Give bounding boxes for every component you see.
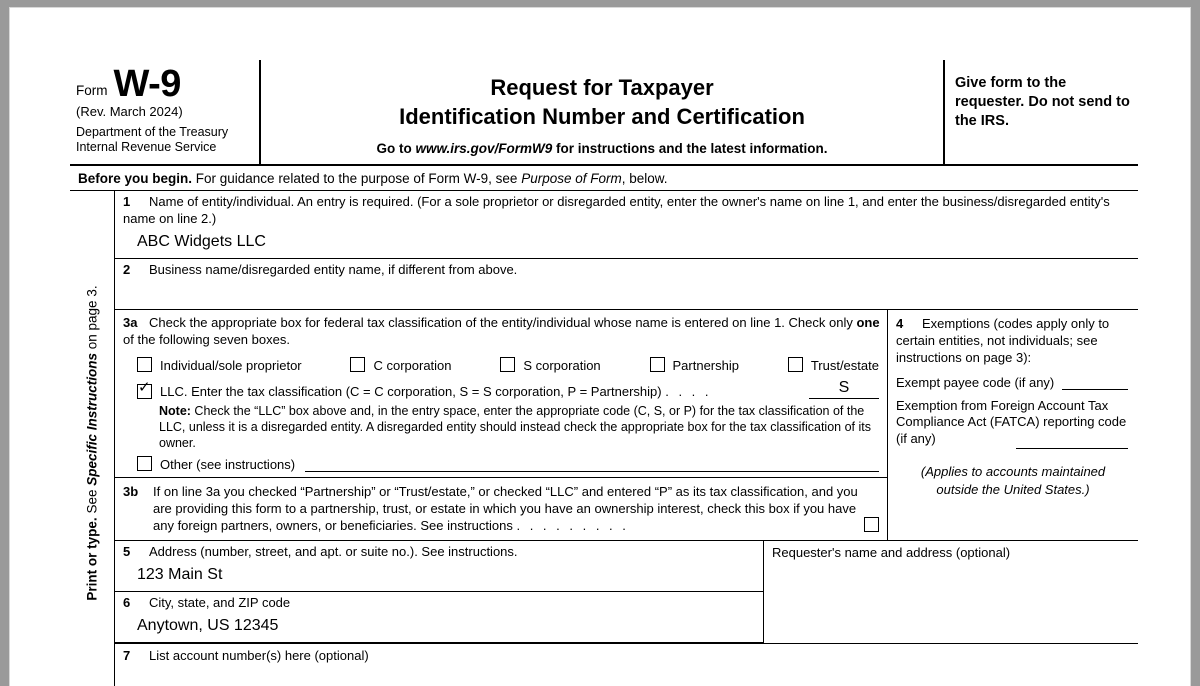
line-6-label: City, state, and ZIP code: [149, 595, 291, 611]
line-3b-dot-leader: . . . . . . . . .: [516, 518, 629, 534]
line-4-column: [888, 310, 1138, 541]
form-identity-block: [70, 60, 261, 164]
llc-note: [115, 401, 887, 454]
before-you-begin-bold: Before you begin.: [78, 171, 193, 187]
line-5-number: 5: [123, 544, 131, 560]
line-5-row: [115, 541, 763, 592]
line-3a-label-a: Check the appropriate box for federal tax classification of the entity/individual whose name is entered on line 1. Check only: [149, 314, 857, 330]
purpose-of-form-ref: Purpose of Form: [521, 171, 622, 187]
llc-tax-classification-input[interactable]: S: [809, 379, 879, 399]
form-revision: (Rev. March 2024): [76, 104, 183, 120]
line-3-column: [115, 310, 888, 541]
option-other[interactable]: [115, 454, 887, 477]
goto-suffix: for instructions and the latest information.: [552, 141, 828, 157]
line-4-number: 4: [896, 315, 904, 331]
applies-note: [888, 449, 1138, 502]
requester-block[interactable]: [764, 541, 1138, 643]
label-llc: LLC. Enter the tax classification (C = C corporation, S = S corporation, P = Partnership): [160, 383, 662, 399]
line-1-number: 1: [123, 194, 131, 210]
fatca-code-label: Exemption from Foreign Account Tax Compliance Act (FATCA) reporting code (if any): [896, 397, 1127, 447]
label-s-corporation: S corporation: [523, 357, 601, 373]
checkbox-partnership[interactable]: [650, 357, 665, 372]
fatca-code-input[interactable]: [1016, 434, 1128, 449]
checkbox-trust-estate[interactable]: [788, 357, 803, 372]
line-3-and-4-block: [115, 310, 1138, 542]
line-3b-row: [115, 478, 887, 541]
irs-line: Internal Revenue Service: [76, 140, 217, 155]
option-individual-sole-proprietor[interactable]: [137, 357, 302, 373]
line-3b-text: If on line 3a you checked “Partnership” or “Trust/estate,” or checked “LLC” and entered “P” as its tax classification, and you are providing this form to a partnership, trust, or estate in which you have an ownership interest, check this box if you have any foreign partners, owners, or beneficiaries. See instructions: [153, 483, 858, 534]
line-1-label: Name of entity/individual. An entry is required. (For a sole proprietor or disregarded entity, enter the owner's name on line 1, and enter the business/disregarded entity's name on line 2.): [123, 194, 1110, 227]
before-you-begin-text-b: , below.: [621, 171, 668, 187]
on-page-label: on page 3.: [84, 285, 100, 354]
label-trust-estate: Trust/estate: [810, 357, 879, 373]
llc-note-bold: Note:: [159, 403, 191, 418]
checkbox-s-corporation[interactable]: [500, 357, 515, 372]
line-7-label: List account number(s) here (optional): [149, 648, 369, 664]
line-3a-label-bold: one: [856, 314, 880, 330]
line-7-row: [115, 643, 1138, 686]
exempt-payee-code-label: Exempt payee code (if any): [896, 374, 1055, 390]
checkbox-llc[interactable]: [137, 384, 152, 399]
llc-dot-leader: . . . .: [665, 383, 712, 399]
option-s-corporation[interactable]: [500, 357, 600, 373]
print-or-type-label: Print or type.: [84, 517, 100, 601]
form-title-line2: Identification Number and Certification: [399, 103, 805, 129]
before-you-begin: [70, 166, 1138, 191]
address-block: [115, 541, 1138, 643]
classification-options: [115, 351, 887, 375]
applies-note-line2: outside the United States.): [936, 481, 1090, 497]
fatca-code-field[interactable]: [888, 392, 1138, 450]
sidebar-vertical-instructions: [70, 191, 115, 686]
line-7-number: 7: [123, 648, 131, 664]
form-fields: [115, 191, 1138, 686]
line-4-row: [888, 310, 1138, 371]
checkbox-foreign-partners[interactable]: [864, 517, 879, 532]
checkbox-c-corporation[interactable]: [350, 357, 365, 372]
exempt-payee-code-field[interactable]: [888, 371, 1138, 392]
line-3a-row: [115, 310, 887, 351]
form-header: [70, 60, 1138, 166]
llc-note-text: Check the “LLC” box above and, in the entry space, enter the appropriate code (C, S, or P) for the tax classification of the LLC, unless it is a disregarded entity. A disregarded entity should instead check the appropriate box for the tax classification of its owner.: [159, 403, 871, 450]
treasury-line: Department of the Treasury: [76, 125, 229, 140]
goto-prefix: Go to: [376, 141, 416, 157]
label-individual-sole-proprietor: Individual/sole proprietor: [160, 357, 302, 373]
form-title-line1: Request for Taxpayer: [490, 75, 714, 100]
option-trust-estate[interactable]: [788, 357, 879, 373]
line-7-account-numbers-input[interactable]: [115, 667, 1138, 686]
option-partnership[interactable]: [650, 357, 739, 373]
line-1-name-input[interactable]: ABC Widgets LLC: [137, 232, 266, 250]
label-partnership: Partnership: [672, 357, 739, 373]
line-3b-number: 3b: [123, 483, 139, 499]
requester-label: Requester's name and address (optional): [772, 545, 1011, 561]
label-other: Other (see instructions): [160, 456, 296, 472]
line-6-city-state-zip-input[interactable]: Anytown, US 12345: [137, 617, 279, 635]
applies-note-line1: (Applies to accounts maintained: [920, 464, 1106, 480]
exempt-payee-code-input[interactable]: [1062, 376, 1128, 390]
form-title-block: [261, 60, 945, 164]
line-2-business-name-input[interactable]: [115, 281, 1138, 309]
line-1-row: [115, 191, 1138, 259]
form-body: [70, 191, 1138, 686]
line-2-number: 2: [123, 261, 131, 277]
line-6-row: [115, 592, 763, 643]
irs-form-url[interactable]: www.irs.gov/FormW9: [415, 141, 553, 157]
before-you-begin-text-a: For guidance related to the purpose of Form W-9, see: [192, 171, 522, 187]
line-2-label: Business name/disregarded entity name, if different from above.: [149, 261, 518, 277]
line-2-row: [115, 259, 1138, 310]
line-3a-number: 3a: [123, 314, 138, 330]
requester-input[interactable]: [772, 560, 1132, 630]
see-label: See: [84, 485, 100, 514]
address-left-column: [115, 541, 764, 643]
option-llc[interactable]: [115, 375, 887, 401]
checkbox-other[interactable]: [137, 456, 152, 471]
line-3a-label-b: of the following seven boxes.: [123, 331, 290, 347]
line-5-label: Address (number, street, and apt. or suite no.). See instructions.: [149, 544, 518, 560]
form-number: W-9: [113, 63, 181, 105]
specific-instructions-label: Specific Instructions: [84, 353, 100, 486]
line-6-number: 6: [123, 595, 131, 611]
other-classification-input[interactable]: [305, 459, 879, 472]
line-4-label: Exemptions (codes apply only to certain entities, not individuals; see instructions on page 3):: [896, 315, 1110, 365]
document-page: [10, 8, 1190, 686]
label-c-corporation: C corporation: [373, 357, 452, 373]
w9-form: [70, 60, 1138, 686]
form-word-label: Form: [76, 82, 108, 98]
form-url-line: [271, 141, 933, 156]
line-5-address-input[interactable]: 123 Main St: [137, 566, 223, 584]
give-form-note: Give form to the requester. Do not send to the IRS.: [955, 75, 1130, 130]
checkbox-individual-sole-proprietor[interactable]: [137, 357, 152, 372]
option-c-corporation[interactable]: [350, 357, 451, 373]
